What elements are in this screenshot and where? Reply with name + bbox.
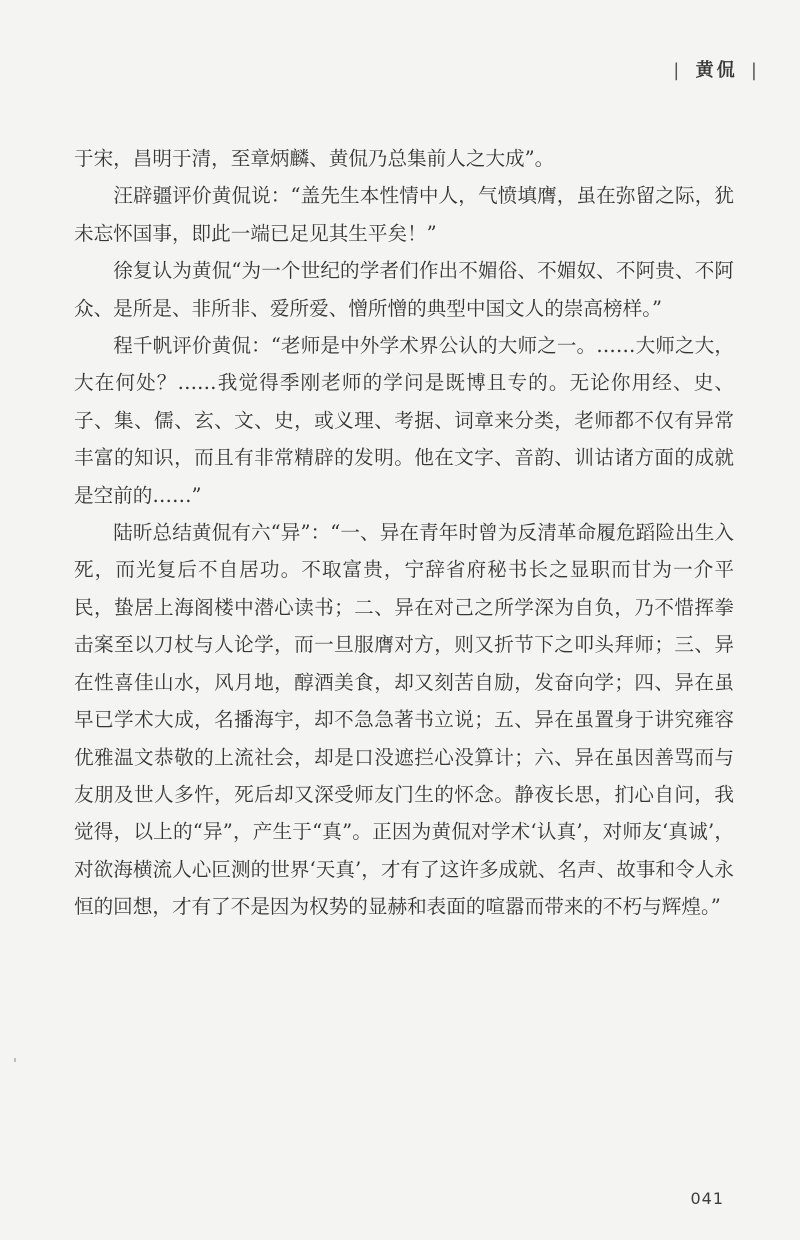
paragraph-xu-fu: 徐复认为黄侃“为一个世纪的学者们作出不媚俗、不媚奴、不阿贵、不阿众、是所是、非所非、爱所爱、憎所憎的典型中国文人的崇高榜样。”	[74, 259, 734, 320]
body-text	[74, 140, 734, 926]
header-title: 黄侃	[695, 60, 738, 81]
running-header	[669, 56, 764, 82]
paragraph-wang-pijiang: 汪辟疆评价黄侃说：“盖先生本性情中人，气愤填膺，虽在弥留之际，犹未忘怀国事，即此一端已足见其生平矣！”	[74, 184, 734, 245]
paragraph-cheng-qianfan: 程千帆评价黄侃：“老师是中外学术界公认的大师之一。……大师之大，大在何处？……我觉得季刚老师的学问是既博且专的。无论你用经、史、子、集、儒、玄、文、史，或义理、考据、词章来分类，老师都不仅有异常丰富的知识，而且有非常精辟的发明。他在文字、音韵、训诂诸方面的成就是空前的……”	[74, 334, 734, 507]
paragraph-lu-xin: 陆昕总结黄侃有六“异”：“一、异在青年时曾为反清革命履危蹈险出生入死，而光复后不自居功。不取富贵，宁辞省府秘书长之显职而甘为一介平民，蛰居上海阁楼中潜心读书；二、异在对己之所学深为自负，乃不惜挥拳击案至以刀杖与人论学，而一旦服膺对方，则又折节下之叩头拜师；三、异在性喜佳山水，风月地，醇酒美食，却又刻苦自励，发奋向学；四、异在虽早已学术大成，名播海宇，却不急急著书立说；五、异在虽置身于讲究雍容优雅温文恭敬的上流社会，却是口没遮拦心没算计；六、异在虽因善骂而与友朋及世人多忤，死后却又深受师友门生的怀念。静夜长思，扪心自问，我觉得，以上的“异”，产生于“真”。正因为黄侃对学术‘认真’，对师友‘真诚’，对欲海横流人心叵测的世界‘天真’，才有了这许多成就、名声、故事和令人永恒的回想，才有了不是因为权势的显赫和表面的喧嚣而带来的不朽与辉煌。”	[74, 521, 734, 919]
page-number: 041	[690, 1189, 724, 1208]
scan-edge-mark	[14, 1058, 16, 1062]
header-right-bar: |	[750, 60, 760, 81]
paragraph-continuation: 于宋，昌明于清，至章炳麟、黄侃乃总集前人之大成”。	[74, 147, 555, 170]
header-left-bar: |	[673, 60, 683, 81]
